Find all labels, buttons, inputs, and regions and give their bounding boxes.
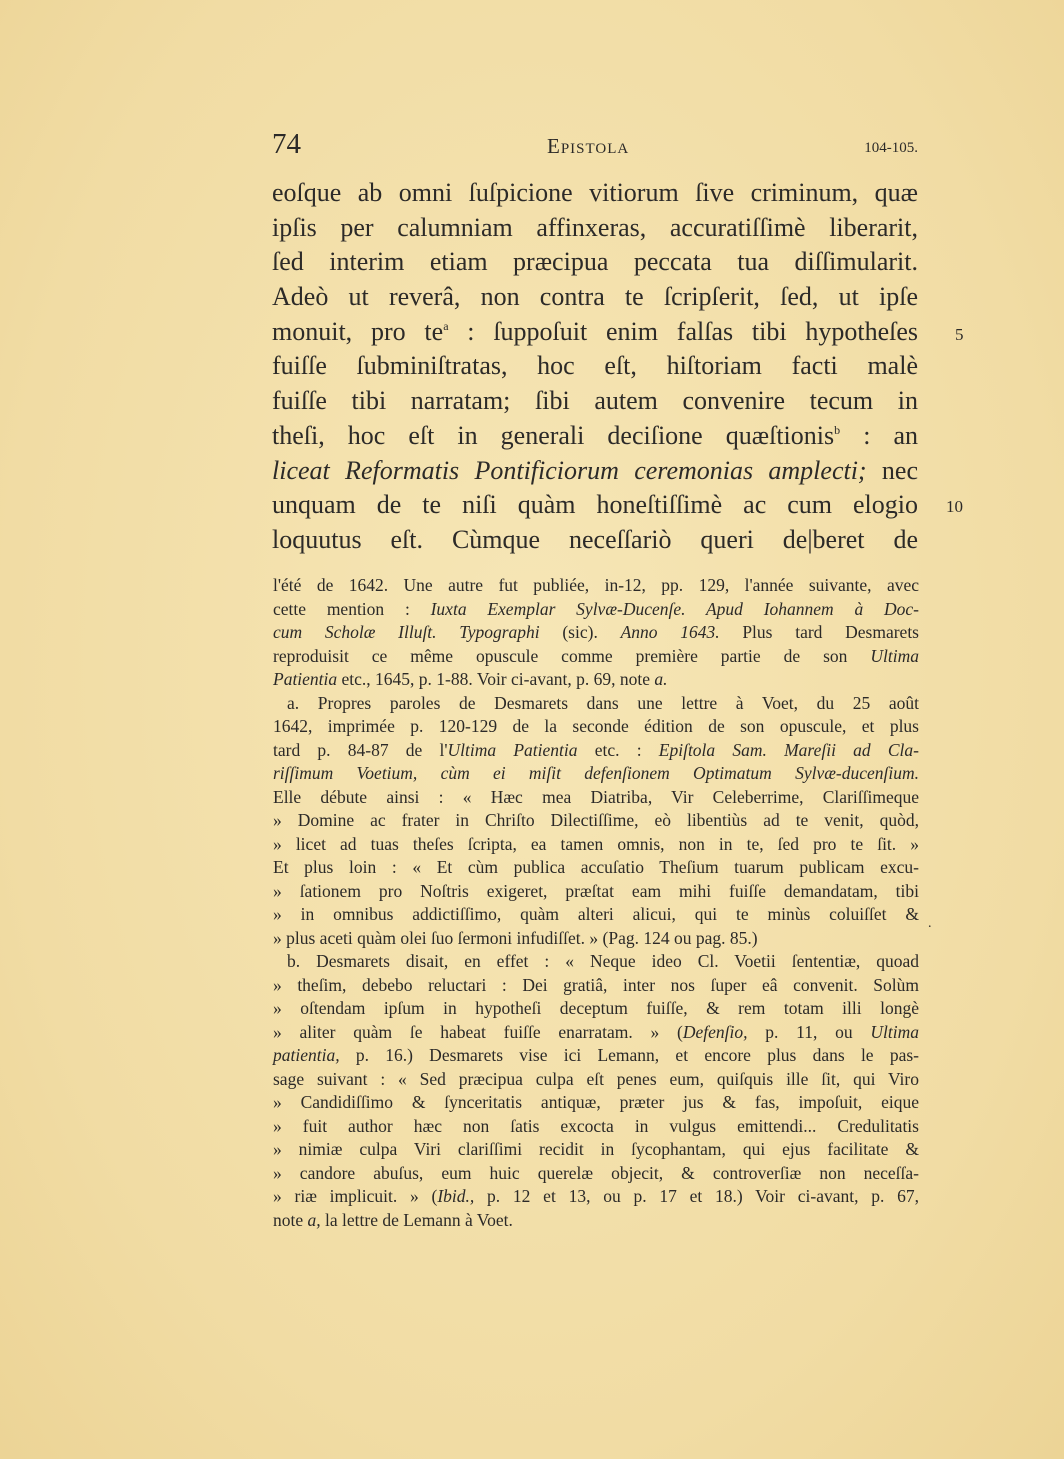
note-line: a. Propres paroles de Desmarets dans une lettre à Voet, du 25 août: [287, 692, 919, 713]
main-line: ſed interim etiam præcipua peccata tua diſſimularit.: [272, 247, 918, 277]
note-line: [273, 668, 919, 692]
stray-mark: .: [928, 916, 932, 931]
italic-span: patientia,: [273, 1045, 340, 1065]
note-line: riſſimum Voetium, cùm ei miſit defenſionem Optimatum Sylvæ-ducenſium.: [273, 763, 919, 783]
text-span: p. 16.) Desmarets vise ici Lemann, et encore plus dans le pas-: [339, 1045, 919, 1065]
text-span: : ſuppoſuit enim falſas tibi hypotheſes: [448, 316, 918, 346]
note-line: [273, 1185, 919, 1209]
text-span: » aliter quàm ſe habeat fuiſſe enarratam. » (: [273, 1021, 683, 1042]
main-line: loquutus eſt. Cùmque neceſſariò queri de|beret de: [272, 524, 918, 554]
note-line: » fuit author hæc non ſatis excocta in vulgus emittendi... Credulitatis: [273, 1115, 919, 1136]
main-line: eoſque ab omni ſuſpicione vitiorum ſive criminum, quæ: [272, 178, 918, 207]
note-line: » theſim, debebo reluctari : Dei gratiâ, inter nos ſuper eâ convenit. Solùm: [273, 974, 919, 995]
main-line: [272, 454, 918, 489]
main-line: ipſis per calumniam affinxeras, accuratiſſimè liberarit,: [272, 212, 918, 242]
italic-span: liceat Reformatis Pontificiorum ceremonias amplecti;: [272, 455, 867, 485]
page-number: 74: [272, 128, 301, 160]
footnote-ref-a: a: [443, 318, 449, 333]
note-line: Elle débute ainsi : « Hæc mea Diatriba, Vir Celeberrime, Clariſſimeque: [273, 786, 919, 807]
text-span: tard p. 84-87 de l': [273, 739, 448, 760]
note-line: » plus aceti quàm olei ſuo ſermoni infudiſſet. » (Pag. 124 ou pag. 85.): [273, 927, 758, 948]
note-line: » Domine ac frater in Chriſto Dilectiſſime, eò libentiùs ad te venit, quòd,: [273, 810, 919, 830]
note-line: Et plus loin : « Et cùm publica accuſatio Theſium tuarum publicam excu-: [273, 857, 919, 877]
italic-span: a,: [307, 1209, 321, 1230]
note-line: » nimiæ culpa Viri clariſſimi recidit in ſycophantam, qui ejus facilitate &: [273, 1139, 919, 1159]
line-number-5: 5: [955, 325, 964, 344]
main-line: fuiſſe ſubminiſtratas, hoc eſt, hiſtoriam facti malè: [272, 351, 918, 381]
text-span: » riæ implicuit. » (: [273, 1186, 438, 1206]
text-span: Plus tard Desmarets: [719, 622, 919, 642]
note-line: » Candidiſſimo & ſynceritatis antiquæ, præter jus & fas, impoſuit, eique: [273, 1092, 919, 1112]
note-line: sage suivant : « Sed præcipua culpa eſt penes eum, quiſquis ille ſit, qui Viro: [273, 1068, 919, 1089]
note-line: [273, 598, 919, 622]
text-span: etc., 1645, p. 1-88. Voir ci-avant, p. 69, note: [337, 669, 655, 689]
text-span: etc. :: [577, 739, 659, 760]
italic-span: a.: [654, 669, 668, 689]
italic-span: Ultima Patientia: [447, 739, 578, 760]
footnote-ref-b: b: [834, 422, 841, 437]
main-line: fuiſſe tibi narratam; ſibi autem convenire tecum in: [272, 386, 918, 416]
line-number-10: 10: [946, 497, 963, 516]
text-span: nec: [866, 455, 918, 485]
text-span: monuit, pro te: [272, 316, 444, 346]
text-span: : an: [840, 420, 919, 450]
text-span: theſi, hoc eſt in generali deciſione quæſtionis: [272, 420, 835, 450]
note-line: [273, 1021, 919, 1045]
note-line: » licet ad tuas theſes ſcripta, ea tamen omnis, non in te, ſed pro te ſit. »: [273, 833, 919, 854]
text-span: cette mention :: [273, 598, 431, 619]
note-line: [273, 1044, 919, 1068]
note-line: [273, 1209, 919, 1233]
page-range: 104-105.: [864, 140, 918, 156]
text-span: p. 11, ou: [747, 1021, 871, 1042]
note-line: 1642, imprimée p. 120-129 de la seconde édition de son opuscule, et plus: [273, 716, 919, 736]
note-line: l'été de 1642. Une autre fut publiée, in-12, pp. 129, l'année suivante, avec: [273, 575, 919, 595]
note-line: [273, 645, 919, 669]
italic-span: Anno 1643.: [620, 622, 720, 642]
note-line: [273, 621, 919, 645]
main-line: [272, 315, 918, 350]
text-span: p. 12 et 13, ou p. 17 et 18.) Voir ci-avant, p. 67,: [474, 1186, 919, 1206]
running-title: Epistola: [547, 134, 630, 158]
note-line: » in omnibus addictiſſimo, quàm alteri alicui, qui te minùs coluiſſet &: [273, 904, 919, 924]
note-line: [273, 739, 919, 763]
italic-span: cum Scholæ Illuſt. Typographi: [273, 622, 540, 642]
italic-span: Ultima: [870, 645, 919, 666]
page-header: [272, 128, 918, 168]
text-span: reproduisit ce même opuscule comme première partie de son: [273, 645, 871, 666]
main-text: [272, 176, 918, 558]
italic-span: Defenſio,: [682, 1021, 748, 1042]
text-span: la lettre de Lemann à Voet.: [320, 1209, 513, 1230]
note-line: » candore abuſus, eum huic querelæ objecit, & controverſiæ non neceſſa-: [273, 1162, 919, 1183]
main-line: [272, 419, 918, 454]
italic-span: Iuxta Exemplar Sylvæ-Ducenſe. Apud Iohannem à Doc-: [430, 598, 919, 619]
text-span: note: [273, 1209, 308, 1230]
italic-span: Ultima: [870, 1021, 919, 1042]
italic-span: Patientia: [273, 669, 338, 689]
italic-span: Ibid.,: [437, 1186, 475, 1206]
italic-span: Epiſtola Sam. Mareſii ad Cla-: [658, 739, 919, 760]
note-line: » oſtendam ipſum in hypotheſi deceptum fuiſſe, & rem totam illi longè: [273, 998, 919, 1018]
note-line: b. Desmarets disait, en effet : « Neque ideo Cl. Voetii ſententiæ, quoad: [287, 951, 919, 971]
main-line: Adeò ut reverâ, non contra te ſcripſerit, ſed, ut ipſe: [272, 282, 918, 312]
note-line: » ſationem pro Noſtris exigeret, præſtat eam mihi fuiſſe demandatam, tibi: [273, 880, 919, 901]
text-span: (sic).: [539, 622, 621, 642]
main-line: unquam de te niſi quàm honeſtiſſimè ac cum elogio: [272, 490, 918, 520]
footnotes: [273, 574, 919, 1232]
